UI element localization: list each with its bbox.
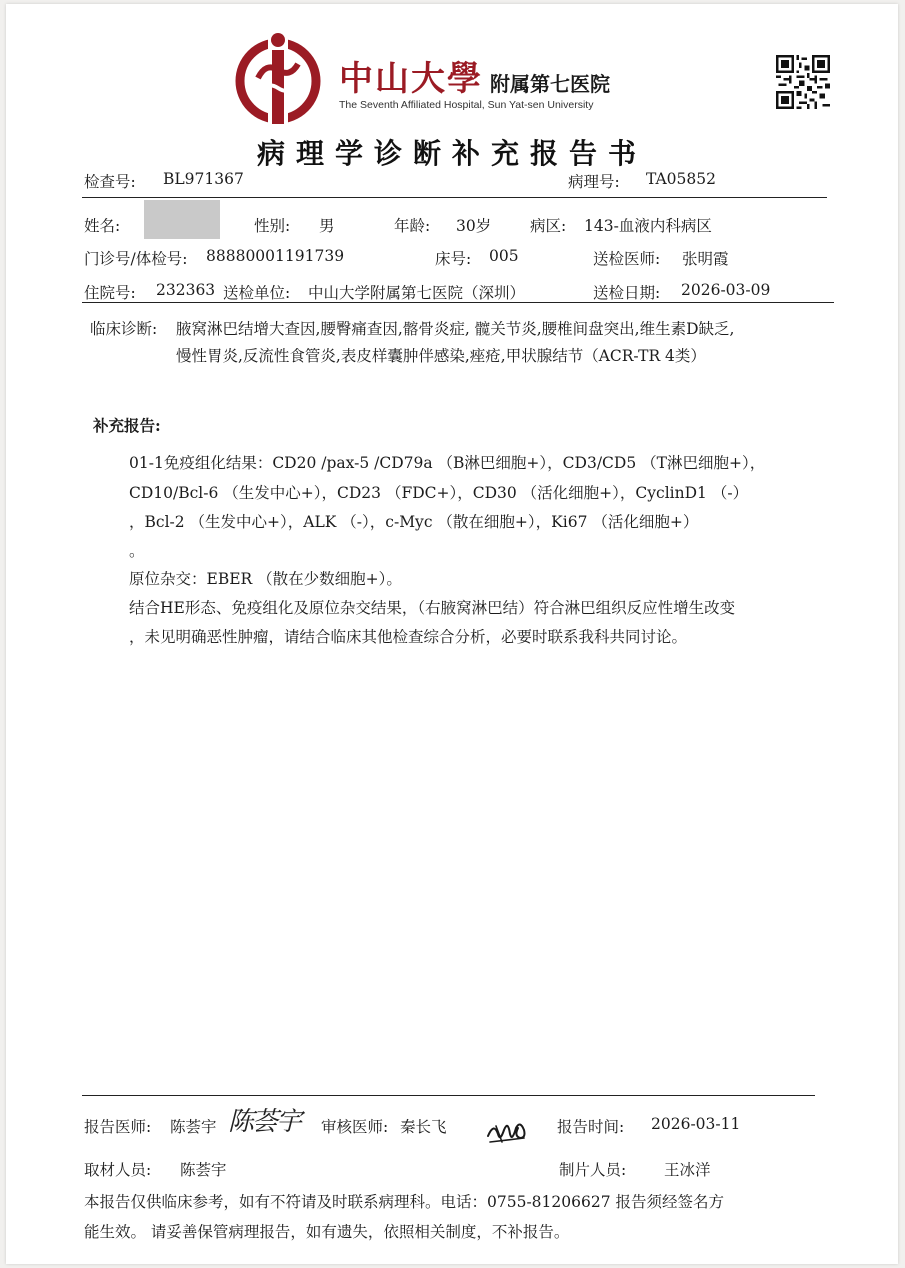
ward-label: 病区: (530, 217, 567, 235)
outpatient-no-label: 门诊号/体检号: (84, 250, 188, 268)
doctor-value: 张明霞 (682, 250, 729, 268)
clinical-diagnosis-line: 腋窝淋巴结增大查因,腰臀痛查因,髂骨炎症, 髋关节炎,腰椎间盘突出,维生素D缺乏, (176, 320, 735, 338)
supplement-line: ，未见明确恶性肿瘤，请结合临床其他检查综合分析，必要时联系我科共同讨论。 (129, 628, 688, 646)
hospital-name-cn: 中山大學 (339, 59, 483, 99)
footer-divider (82, 1095, 815, 1096)
report-page (6, 4, 898, 1264)
supplement-line: 结合HE形态、免疫组化及原位杂交结果，（右腋窝淋巴结）符合淋巴组织反应性增生改变 (129, 599, 736, 617)
supplement-line: ，Bcl-2 （生发中心+），ALK （-），c-Myc （散在细胞+），Ki67 （活化细胞+） (129, 513, 699, 531)
reviewer-signature-icon (484, 1112, 530, 1148)
supplement-title: 补充报告: (93, 416, 161, 435)
hospital-name-sub: 附属第七医院 (490, 72, 610, 96)
inpatient-no-value: 232363 (156, 281, 216, 299)
patient-name-label: 姓名: (84, 217, 121, 235)
pathology-no-value: TA05852 (646, 170, 716, 188)
reporter-value: 陈荟宇 (170, 1118, 217, 1136)
age-label: 年龄: (394, 217, 431, 235)
report-time-value: 2026-03-11 (651, 1115, 741, 1133)
supplement-line: 。 (129, 542, 145, 560)
reporter-signature: 陈荟宇 (228, 1107, 301, 1137)
slide-maker-value: 王冰洋 (664, 1161, 711, 1179)
footer-note-line: 能生效。 请妥善保管病理报告，如有遗失，依照相关制度，不补报告。 (84, 1223, 570, 1241)
exam-no-label: 检查号: (84, 173, 136, 191)
patient-name-redaction (144, 200, 220, 239)
reviewer-label: 审核医师: (321, 1118, 389, 1136)
outpatient-no-value: 88880001191739 (206, 247, 345, 265)
supplement-line: 01-1免疫组化结果：CD20 /pax-5 /CD79a （B淋巴细胞+），CD3/CD5 （T淋巴细胞+）， (129, 454, 766, 472)
reviewer-value: 秦长飞 (400, 1118, 447, 1136)
divider (82, 197, 827, 198)
submit-date-label: 送检日期: (593, 284, 661, 302)
pathology-no-label: 病理号: (568, 173, 620, 191)
unit-label: 送检单位: (223, 284, 291, 302)
clinical-diagnosis-label: 临床诊断: (90, 320, 158, 338)
slide-maker-label: 制片人员: (559, 1161, 627, 1179)
qr-code-icon (776, 55, 830, 109)
supplement-line: 原位杂交：EBER （散在少数细胞+）。 (129, 570, 402, 588)
inpatient-no-label: 住院号: (84, 284, 136, 302)
sex-label: 性别: (254, 217, 291, 235)
hospital-name-en: The Seventh Affiliated Hospital, Sun Yat-sen University (339, 99, 594, 111)
submit-date-value: 2026-03-09 (681, 281, 771, 299)
report-time-label: 报告时间: (557, 1118, 625, 1136)
sex-value: 男 (319, 217, 335, 235)
reporter-label: 报告医师: (84, 1118, 152, 1136)
divider (82, 302, 834, 303)
report-title: 病理学诊断补充报告书 (256, 137, 647, 170)
supplement-line: CD10/Bcl-6 （生发中心+），CD23 （FDC+），CD30 （活化细胞+），CyclinD1 （-） (129, 484, 749, 502)
age-value: 30岁 (456, 217, 492, 235)
bed-value: 005 (489, 247, 519, 265)
ward-value: 143-血液内科病区 (584, 217, 712, 235)
exam-no-value: BL971367 (163, 170, 244, 188)
footer-note-line: 本报告仅供临床参考，如有不符请及时联系病理科。电话：0755-81206627 报告须经签名方 (84, 1193, 725, 1211)
sampler-value: 陈荟宇 (180, 1161, 227, 1179)
sampler-label: 取材人员: (84, 1161, 152, 1179)
bed-label: 床号: (435, 250, 472, 268)
doctor-label: 送检医师: (593, 250, 661, 268)
unit-value: 中山大学附属第七医院（深圳） (308, 284, 526, 302)
clinical-diagnosis-line: 慢性胃炎,反流性食管炎,表皮样囊肿伴感染,痤疮,甲状腺结节（ACR-TR 4类） (176, 347, 706, 365)
hospital-logo-icon (228, 28, 328, 128)
